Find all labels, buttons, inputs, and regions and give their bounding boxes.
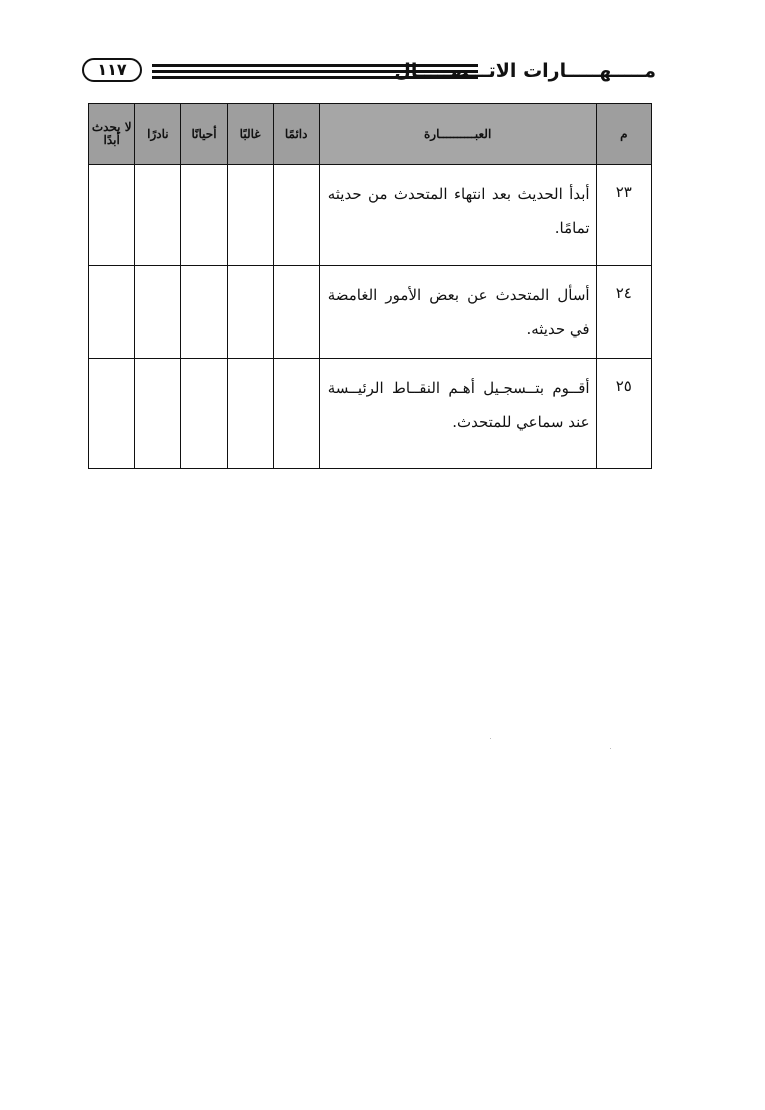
answer-cell-sometimes[interactable] bbox=[181, 266, 227, 359]
answer-cell-never[interactable] bbox=[89, 266, 135, 359]
row-number: ٢٥ bbox=[596, 359, 651, 469]
book-title: مـــــهـــــارات الاتـــصـــــال bbox=[394, 60, 656, 82]
table-row bbox=[89, 165, 652, 266]
page-number: ١١٧ bbox=[82, 58, 142, 82]
column-number-header: م bbox=[596, 104, 651, 165]
scan-speck bbox=[610, 748, 611, 749]
answer-cell-often[interactable] bbox=[227, 165, 273, 266]
answer-cell-never[interactable] bbox=[89, 165, 135, 266]
answer-cell-rarely[interactable] bbox=[135, 165, 181, 266]
table-header-row bbox=[89, 104, 652, 165]
page-header bbox=[82, 54, 656, 88]
row-statement: أبدأ الحديث بعد انتهاء المتحدث من حديثه تمامًا. bbox=[319, 165, 596, 266]
table-row bbox=[89, 359, 652, 469]
column-sometimes-header: أحيانًا bbox=[181, 104, 227, 165]
column-rarely-header: نادرًا bbox=[135, 104, 181, 165]
column-always-header: دائمًا bbox=[273, 104, 319, 165]
column-statement-header: العبــــــــــارة bbox=[319, 104, 596, 165]
column-often-header: غالبًا bbox=[227, 104, 273, 165]
answer-cell-always[interactable] bbox=[273, 359, 319, 469]
answer-cell-never[interactable] bbox=[89, 359, 135, 469]
row-number: ٢٤ bbox=[596, 266, 651, 359]
row-number: ٢٣ bbox=[596, 165, 651, 266]
survey-table bbox=[88, 103, 652, 469]
answer-cell-rarely[interactable] bbox=[135, 359, 181, 469]
column-never-header: لا يحدث أبدًا bbox=[89, 104, 135, 165]
row-statement: أقــوم بتــسجـيل أهـم النقــاط الرئيــسة عند سماعي للمتحدث. bbox=[319, 359, 596, 469]
answer-cell-always[interactable] bbox=[273, 266, 319, 359]
row-statement: أسأل المتحدث عن بعض الأمور الغامضة في حديثه. bbox=[319, 266, 596, 359]
answer-cell-always[interactable] bbox=[273, 165, 319, 266]
answer-cell-sometimes[interactable] bbox=[181, 165, 227, 266]
table-row bbox=[89, 266, 652, 359]
answer-cell-rarely[interactable] bbox=[135, 266, 181, 359]
scan-speck bbox=[490, 738, 491, 739]
answer-cell-often[interactable] bbox=[227, 266, 273, 359]
answer-cell-sometimes[interactable] bbox=[181, 359, 227, 469]
answer-cell-often[interactable] bbox=[227, 359, 273, 469]
